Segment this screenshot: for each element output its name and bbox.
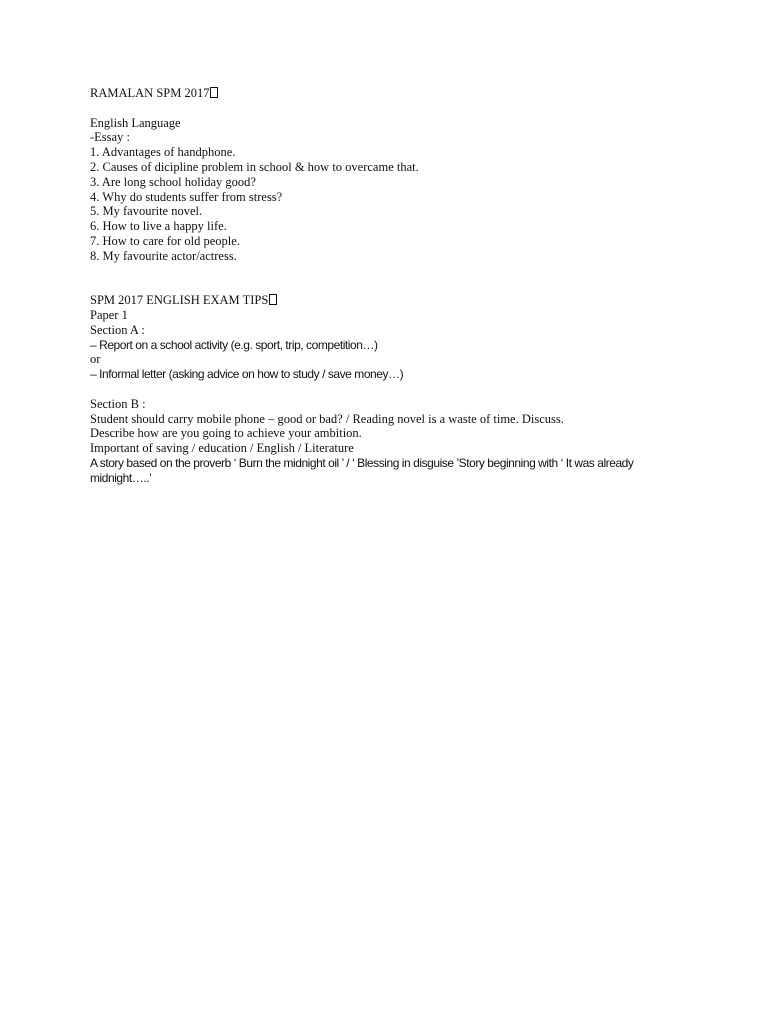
section-b-item: A story based on the proverb ‘ Burn the midnight oil ’ / ‘ Blessing in disguise ’Story beginning with ‘ It was already midnight…..’ — [90, 455, 634, 485]
section-a-or: or — [90, 352, 101, 367]
tips-title: SPM 2017 ENGLISH EXAM TIPS — [90, 293, 690, 308]
essay-item: 5. My favourite novel. — [90, 204, 203, 219]
section-a-option: – Report on a school activity (e.g. sport, trip, competition…) — [90, 337, 378, 352]
section-b-label: Section B : — [90, 396, 146, 411]
missing-glyph-icon — [269, 294, 277, 305]
essay-item: 4. Why do students suffer from stress? — [90, 189, 283, 204]
subject-heading: English Language — [90, 115, 181, 130]
essay-item: 8. My favourite actor/actress. — [90, 248, 237, 263]
document-page — [90, 86, 690, 486]
essay-item: 7. How to care for old people. — [90, 233, 240, 248]
essay-item: 3. Are long school holiday good? — [90, 174, 256, 189]
essay-item: 1. Advantages of handphone. — [90, 145, 236, 160]
paper-label: Paper 1 — [90, 307, 128, 322]
section-b-item: Describe how are you going to achieve your ambition. — [90, 426, 362, 441]
document-title: RAMALAN SPM 2017 — [90, 86, 690, 101]
essay-item: 2. Causes of dicipline problem in school & how to overcame that. — [90, 159, 419, 174]
section-b-item: Student should carry mobile phone – good or bad? / Reading novel is a waste of time. Discuss. — [90, 411, 564, 426]
section-a-label: Section A : — [90, 322, 145, 337]
essay-item: 6. How to live a happy life. — [90, 219, 227, 234]
missing-glyph-icon — [210, 87, 218, 98]
section-a-option: – Informal letter (asking advice on how to study / save money…) — [90, 367, 404, 382]
section-b-item: Important of saving / education / English / Literature — [90, 441, 354, 456]
essay-label: -Essay : — [90, 130, 130, 145]
